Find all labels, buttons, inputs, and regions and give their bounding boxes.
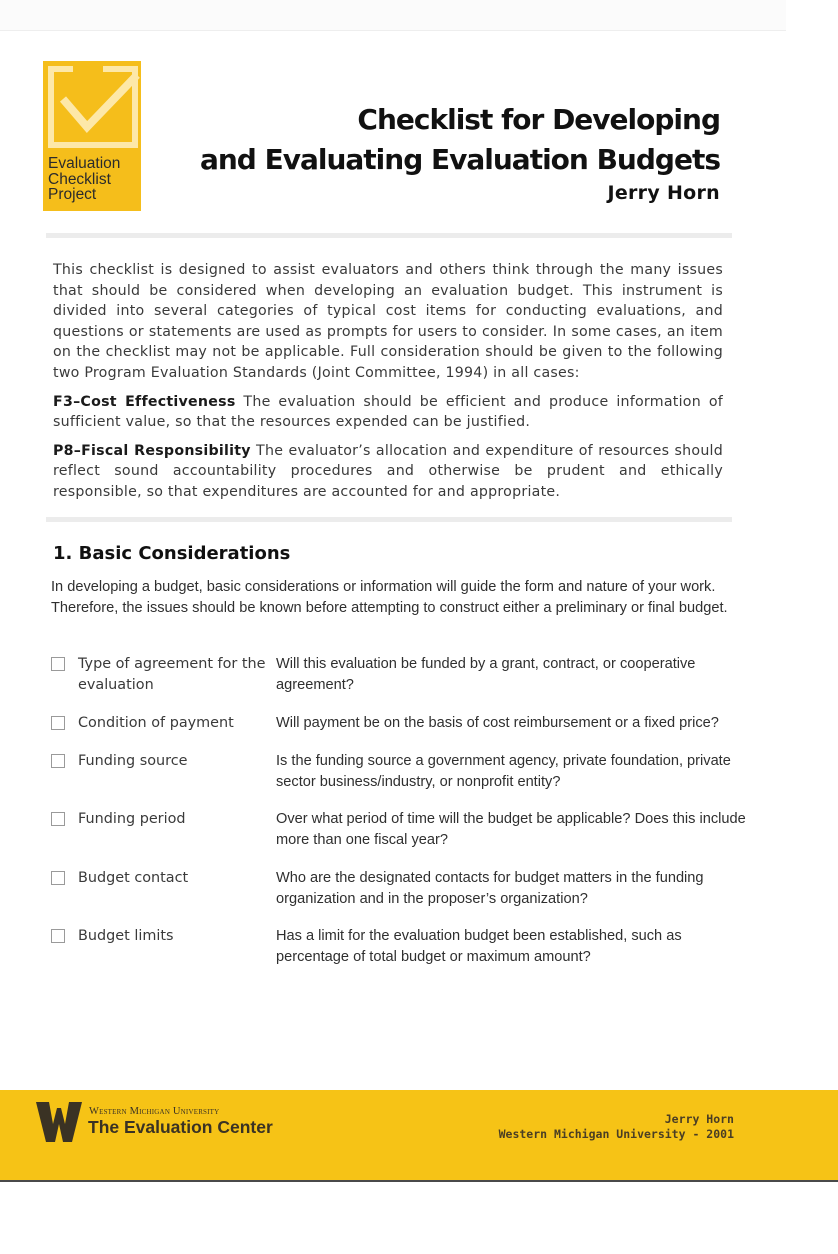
footer bbox=[0, 1090, 838, 1182]
item-term: Condition of payment bbox=[78, 715, 234, 731]
item-term: Budget limits bbox=[78, 928, 174, 944]
checkbox[interactable] bbox=[51, 812, 65, 826]
title-line-2: and Evaluating Evaluation Budgets bbox=[199, 143, 720, 176]
standard-f3 bbox=[53, 392, 723, 433]
item-term: Funding period bbox=[78, 811, 186, 827]
item-question: Will payment be on the basis of cost reimbursement or a fixed price? bbox=[276, 715, 719, 731]
checkbox[interactable] bbox=[51, 716, 65, 730]
item-term: Type of agreement for the evaluation bbox=[78, 656, 266, 693]
item-question: Who are the designated contacts for budget matters in the funding organization and in the proposer’s organization? bbox=[276, 870, 704, 907]
standard-f3-text: The evaluation should be efficient and produce information of sufficient value, so that the resources expended can be justified. bbox=[53, 393, 723, 431]
section-title: 1. Basic Considerations bbox=[53, 543, 291, 564]
logo-text bbox=[48, 156, 120, 203]
standard-p8 bbox=[53, 441, 723, 503]
standard-p8-label: P8–Fiscal Responsibility bbox=[53, 442, 251, 459]
item-term: Budget contact bbox=[78, 870, 189, 886]
standard-p8-text: The evaluator’s allocation and expenditure of resources should reflect sound accountability procedures and otherwise be prudent and ethically responsible, so that expenditures are accounted for and appropriate. bbox=[53, 442, 724, 500]
university-name: Western Michigan University bbox=[89, 1106, 220, 1117]
intro bbox=[53, 260, 723, 511]
footer-credit bbox=[499, 1112, 734, 1142]
evaluation-checklist-project-logo bbox=[43, 61, 141, 211]
section-description: In developing a budget, basic considerations or information will guide the form and nature of your work. Therefore, the issues should be known before attempting to construct either a preliminary or final budget. bbox=[51, 579, 728, 616]
logo-line-3: Project bbox=[48, 186, 97, 203]
evaluation-center-name: The Evaluation Center bbox=[88, 1117, 273, 1137]
footer-org-year: Western Michigan University - 2001 bbox=[498, 1127, 734, 1141]
title-line-1: Checklist for Developing bbox=[357, 103, 720, 136]
footer-author: Jerry Horn bbox=[664, 1112, 734, 1126]
item-term: Funding source bbox=[78, 753, 188, 769]
standard-f3-label: F3–Cost Effectiveness bbox=[53, 393, 236, 410]
top-bar bbox=[0, 0, 786, 31]
intro-paragraph: This checklist is designed to assist evaluators and others think through the many issues that should be considered when developing an evaluation budget. This instrument is divided into several categories of typical cost items for conducting evaluations, and questions or statements are used as prompts for users to consider. In some cases, an item on the checklist may not be applicable. Full consideration should be given to the following two Program Evaluation Standards (Joint Committee, 1994) in all cases: bbox=[53, 262, 723, 381]
item-question: Will this evaluation be funded by a grant, contract, or cooperative agreement? bbox=[276, 656, 696, 693]
checkbox[interactable] bbox=[51, 871, 65, 885]
checkbox[interactable] bbox=[51, 657, 65, 671]
item-question: Is the funding source a government agency, private foundation, private sector business/industry, or nonprofit entity? bbox=[276, 753, 731, 790]
logo-line-2: Checklist bbox=[48, 170, 111, 188]
checkbox[interactable] bbox=[51, 754, 65, 768]
checkbox[interactable] bbox=[51, 929, 65, 943]
intro-divider bbox=[46, 517, 732, 522]
document-title bbox=[200, 100, 720, 206]
item-question: Over what period of time will the budget be applicable? Does this include more than one fiscal year? bbox=[276, 811, 746, 848]
right-margin bbox=[786, 0, 838, 1090]
wmu-w-logo-icon bbox=[36, 1102, 82, 1142]
logo-line-1: Evaluation bbox=[48, 155, 121, 172]
item-question: Has a limit for the evaluation budget been established, such as percentage of total budget or maximum amount? bbox=[276, 928, 682, 965]
title-author: Jerry Horn bbox=[607, 182, 720, 204]
header-divider bbox=[46, 233, 732, 238]
